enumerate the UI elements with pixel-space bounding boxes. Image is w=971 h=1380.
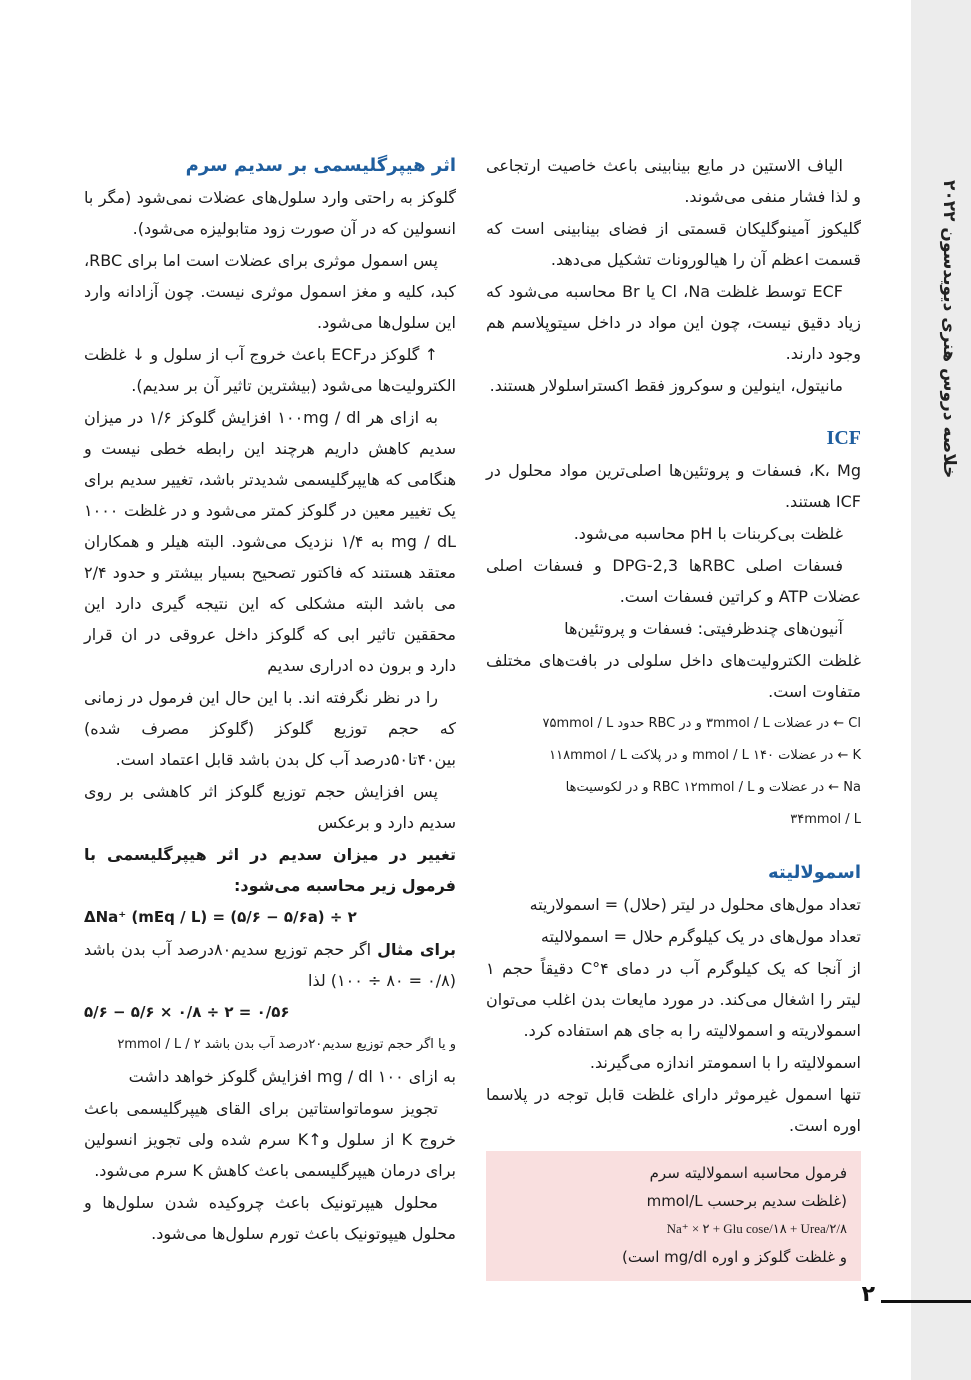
example-label: برای مثال (377, 940, 456, 959)
example-paragraph (84, 934, 456, 996)
paragraph: K، Mg، فسفات و پروتئین‌ها اصلی‌ترین مواد محلول در ICF هستند. (486, 461, 861, 511)
electrolyte-line: Cl ← در عضلات ۳mmol / L و در RBC حدود ۷۵mmol / L (542, 716, 861, 731)
side-band (911, 0, 971, 1380)
paragraph: به ازای ۱۰۰ mg / dl افزایش گلوکز خواهد داشت (128, 1067, 456, 1086)
paragraph: غلظت بی‌کربنات با pH محاسبه می‌شود. (573, 524, 843, 543)
paragraph: گلوکز به راحتی وارد سلول‌های عضلات نمی‌شود (مگر با انسولین که در آن صورت زود متابولیزه می‌شود). (84, 188, 456, 238)
paragraph: تجویز سوماتواستاتین برای القای هیپرگلیسمی باعث خروج K از سلول و↑K سرم شده ولی تجویز انسولین برای درمان هیپرگلیسمی باعث کاهش K سرم می‌شود. (84, 1099, 457, 1180)
electrolyte-line: K ← در عضلات ۱۴۰ mmol / L و در پلاکت ۱۱۸mmol / L (549, 748, 861, 763)
paragraph: آنیون‌های چندظرفیتی: فسفات و پروتئین‌ها (564, 619, 843, 638)
paragraph: ↑ گلوکز درECF باعث خروج آب از سلول و ↓ غلظت الکترولیت‌ها می‌شود (بیشترین تاثیر آن بر سدیم). (84, 345, 456, 395)
paragraph: مانیتول، اینولین و سوکروز فقط اکستراسلولار هستند. (489, 376, 843, 395)
bold-statement: تغییر در میزان سدیم در اثر هیپرگلیسمی با فرمول زیر محاسبه می‌شود: (84, 845, 456, 895)
paragraph: به ازای هر ۱۰۰mg / dl افزایش گلوکز ۱/۶ در میزان سدیم کاهش داریم هرچند این رابطه خطی نیست و هنگامی که هایپرگلیسمی شدیدتر باشد، تغییر سدیم برای یک تغییر معین در گلوکز کمتر می‌شود و در غلظت ۱۰۰۰ mg / dL به ۱/۴ نزدیک می‌شود. البته هیلر و همکاران معتقد هستند که فاکتور تصحیح بسیار بیشتر و حدود ۲/۴ می باشد البته مشکلی که این نتیجه گیری دارد این محققین تاثیر ابی که گلوکز داخل عروقی در ان قرار دارد و برون ده ادراری سدیم (84, 408, 457, 675)
paragraph: محلول هیپرتونیک باعث چروکیده شدن سلول‌ها و محلول هیپوتونیک باعث تورم سلول‌ها می‌شود. (84, 1193, 456, 1243)
formula-example: ۵/۶ − ۵/۶ × ۰/۸ ÷ ۲ = ۰/۵۶ (84, 1003, 290, 1021)
paragraph: اسمولالیته را با اسمومتر اندازه می‌گیرند. (589, 1053, 861, 1072)
section-heading-hyperglycemia: اثر هیپرگلیسمی بر سدیم سرم (185, 155, 456, 176)
left-column (84, 150, 456, 1250)
paragraph: تعداد مول‌های محلول در لیتر (حلال) = اسمولاریته (529, 895, 861, 914)
paragraph: تعداد مول‌های در یک کیلوگرم حلال = اسمولالیته (540, 927, 861, 946)
section-heading-icf: ICF (826, 427, 861, 449)
electrolyte-line: Na ← در عضلات و RBC ۱۲mmol / L و در لکوسیت‌ها (565, 780, 861, 795)
paragraph: فسفات اصلی RBCها 2,3-DPG و فسفات اصلی عضلات ATP و کراتین فسفات است. (486, 556, 861, 606)
formula-line: (غلظت سدیم برحسب mmol/L (646, 1192, 847, 1210)
paragraph: پس افزایش حجم توزیع گلوکز اثر کاهشی بر روی سدیم دارد و برعکس (84, 782, 456, 832)
paragraph: پس اسمول موثری برای عضلات است اما برای RBC، کبد، کلیه و مغز اسمول موثری نیست. چون آزادانه وارد این سلول‌ها می‌شود. (84, 251, 456, 332)
right-column (486, 150, 861, 1281)
formula-sodium-change: ΔNa⁺ (mEq / L) = (۵/۶ − ۵/۶a) ÷ ۲ (84, 908, 357, 926)
formula-line: و غلظت گلوکز و اوره mg/dl است) (622, 1248, 847, 1266)
paragraph: از آنجا که یک کیلوگرم آب در دمای ۴°C دقیقاً حجم ۱ لیتر را اشغال می‌کند. در مورد مایعات بدن اغلب می‌توان اسمولاریته و اسمولالیته را به جای هم استفاده کرد. (486, 959, 861, 1040)
paragraph: و یا اگر حجم توزیع سدیم۲۰درصد آب بدن باشد ۲ / ۲mmol / L (117, 1037, 456, 1052)
running-title: خلاصه دروس هنری دیویدسون ۲۰۲۲ (939, 180, 959, 479)
page-number: ۲ (861, 1282, 875, 1307)
paragraph: گلیکوز آمینوگلیکان قسمتی از فضای بینابینی است که قسمت اعظم آن را هیالورونات تشکیل می‌دهد. (486, 219, 861, 269)
section-heading-osmolality: اسمولالیته (768, 862, 861, 883)
paragraph: غلظت الکترولیت‌های داخل سلولی در بافت‌های مختلف متفاوت است. (486, 651, 861, 701)
formula-box (486, 1151, 861, 1281)
formula-title: فرمول محاسبه اسمولالیته سرم (649, 1164, 847, 1182)
paragraph: را در نظر نگرفته اند. با این حال این فرمول در زمانی که حجم توزیع گلوکز (گلوکز مصرف شده) بین۴۰تا۵۰درصد آب کل بدن باشد قابل اعتماد است. (84, 688, 456, 769)
paragraph: الیاف الاستین در مایع بینابینی باعث خاصیت ارتجاعی و لذا فشار منفی می‌شوند. (486, 156, 861, 206)
formula-expression: Na⁺ × ۲ + Glu cose/۱۸ + Urea/۲/۸ (666, 1221, 847, 1236)
example-text: اگر حجم توزیع سدیم۸۰درصد آب بدن باشد (۰/۸ = ۸۰ ÷ ۱۰۰) لذا (84, 940, 456, 990)
electrolyte-line: ۳۴mmol / L (790, 812, 861, 827)
paragraph: ECF توسط غلظت Cl ،Na یا Br محاسبه می‌شود که زیاد دقیق نیست، چون این مواد در داخل سیتوپلاسم هم وجود دارند. (486, 282, 861, 363)
paragraph: تنها اسمول غیرموثر دارای غلظت قابل توجه در پلاسما اوره است. (486, 1085, 861, 1135)
footer-rule (881, 1300, 971, 1303)
